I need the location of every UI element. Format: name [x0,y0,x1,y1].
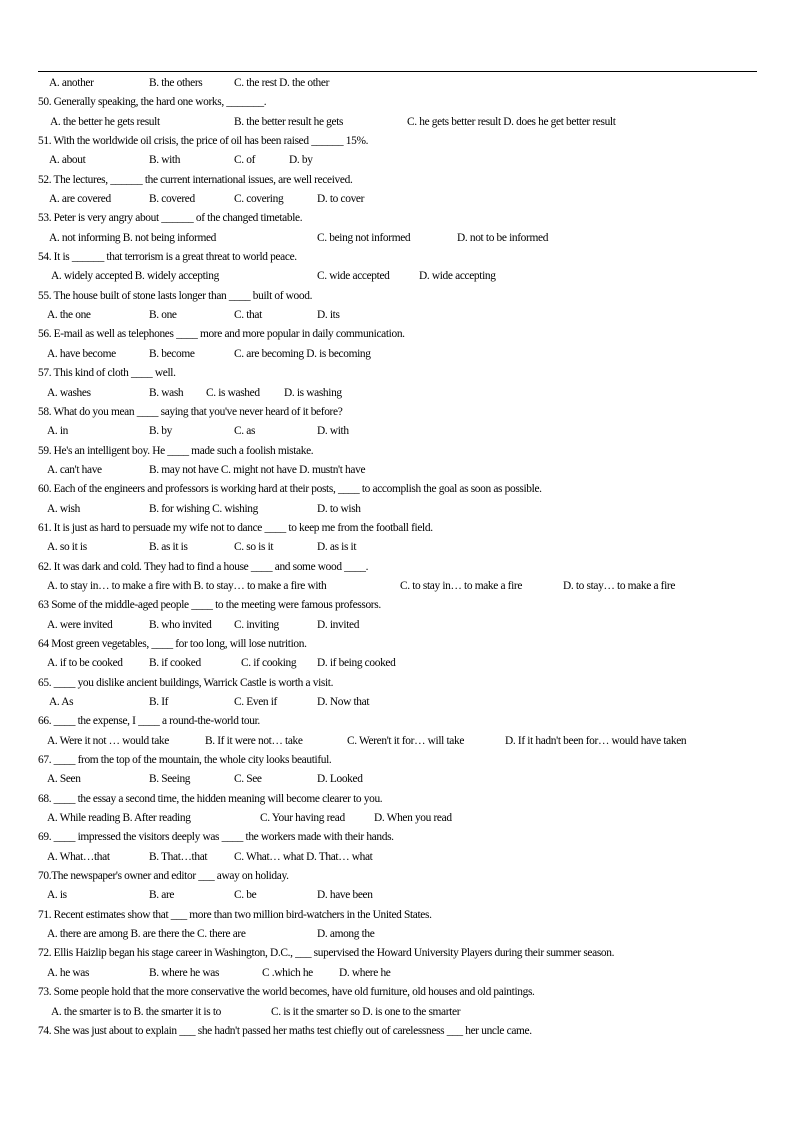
question-text: 51. With the worldwide oil crisis, the price of oil has been raised ______ 15%. [38,135,369,148]
question-text: 67. ____ from the top of the mountain, the whole city looks beautiful. [38,754,332,767]
question-text: 57. This kind of cloth ____ well. [38,367,176,380]
answer-option: A. so it is [47,541,87,554]
options-row [38,732,758,751]
question-text: 58. What do you mean ____ saying that you've never heard of it before? [38,405,343,418]
options-row [38,190,758,209]
options-row [38,577,758,596]
question-text: 73. Some people hold that the more conservative the world becomes, have old furniture, old houses and old paintings. [38,986,535,999]
answer-option: C. covering [234,193,284,206]
answer-option: D. not to be informed [457,231,549,244]
header-rule [38,71,757,72]
answer-option: A. he was [47,966,90,979]
answer-option: D. if being cooked [317,657,396,670]
question-text: 53. Peter is very angry about ______ of the changed timetable. [38,212,303,225]
answer-option: D. Looked [317,773,363,786]
answer-option: C. being not informed [317,231,411,244]
answer-option: C. inviting [234,618,279,631]
answer-option: B. Seeing [149,773,191,786]
options-row [38,770,758,789]
options-row [38,616,758,635]
answer-option: D. by [289,154,313,167]
options-row [38,74,758,93]
answer-option: C. that [234,309,262,322]
options-row [38,345,758,364]
answer-option: B. are [149,889,175,902]
options-row [38,151,758,170]
question-text: 63 Some of the middle-aged people ____ to the meeting were famous professors. [38,599,381,612]
answer-option: A. While reading B. After reading [47,812,191,825]
question-text: 60. Each of the engineers and professors is working hard at their posts, ____ to accomplish the goal as soon as possible. [38,483,542,496]
answer-option: B. That…that [149,850,208,863]
answer-option: C. the rest D. the other [234,77,330,89]
answer-option: B. one [149,309,177,322]
question-text: 56. E-mail as well as telephones ____ more and more popular in daily communication. [38,328,405,341]
question-text: 50. Generally speaking, the hard one works, _______. [38,96,267,109]
answer-option: D. where he [339,966,391,979]
answer-option: C. wide accepted [317,270,390,283]
answer-option: B. If it were not… take [205,734,303,747]
question-text: 54. It is ______ that terrorism is a great threat to world peace. [38,251,297,264]
answer-option: D. among the [317,928,375,941]
answer-option: C. are becoming D. is becoming [234,347,371,360]
answer-option: D. to cover [317,193,365,206]
answer-option: A. about [49,154,86,167]
answer-option: D. have been [317,889,373,902]
answer-option: D. If it hadn't been for… would have taken [505,734,687,747]
answer-option: A. the better he gets result [50,115,160,128]
question-text: 52. The lectures, ______ the current international issues, are well received. [38,173,353,186]
answer-option: B. if cooked [149,657,201,670]
options-row [38,306,758,325]
question-text: 55. The house built of stone lasts longer than ____ built of wood. [38,289,313,302]
answer-option: D. to wish [317,502,361,515]
answer-option: D. Now that [317,696,370,708]
options-row [38,538,758,557]
options-row [38,964,758,983]
question-text: 74. She was just about to explain ___ she hadn't passed her maths test chiefly out of carelessness ___ her uncle came. [38,1024,532,1037]
answer-option: D. invited [317,618,360,631]
answer-option: C. be [234,889,257,902]
answer-option: C. of [234,154,256,167]
options-row [38,1003,758,1022]
answer-option: A. As [49,696,74,708]
question-text: 71. Recent estimates show that ___ more than two million bird-watchers in the United States. [38,908,432,921]
answer-option: C. What… what D. That… what [234,850,373,863]
answer-option: D. to stay… to make a fire [563,579,676,592]
answer-option: C .which he [262,966,313,979]
answer-option: B. where he was [149,966,220,979]
answer-option: A. the smarter is to B. the smarter it is to [51,1005,221,1018]
answer-option: A. there are among B. are there the C. there are [47,928,246,941]
answer-option: B. for wishing C. wishing [149,502,258,515]
answer-option: D. its [317,309,340,322]
options-row [38,229,758,248]
answer-option: D. is washing [284,386,342,399]
answer-option: C. Weren't it for… will take [347,734,465,747]
question-text: 72. Ellis Haizlip began his stage career in Washington, D.C., ___ supervised the Howard University Players during their summer season. [38,947,615,960]
answer-option: C. to stay in… to make a fire [400,579,523,592]
answer-option: B. the others [149,77,203,89]
options-row [38,886,758,905]
exam-content [38,74,758,1041]
answer-option: B. the better result he gets [234,115,344,128]
answer-option: A. is [47,889,67,902]
question-text: 65. ____ you dislike ancient buildings, Warrick Castle is worth a visit. [38,676,334,689]
answer-option: B. If [149,696,169,708]
question-text: 70.The newspaper's owner and editor ___ away on holiday. [38,870,289,883]
answer-option: A. washes [47,386,91,399]
question-text: 64 Most green vegetables, ____ for too long, will lose nutrition. [38,637,307,650]
answer-option: A. if to be cooked [47,657,123,670]
answer-option: D. as is it [317,541,357,554]
answer-option: D. When you read [374,812,452,825]
answer-option: B. with [149,154,181,167]
answer-option: B. become [149,347,195,360]
options-row [38,461,758,480]
answer-option: C. is washed [206,386,260,399]
question-text: 59. He's an intelligent boy. He ____ made such a foolish mistake. [38,444,314,457]
answer-option: A. Were it not … would take [47,734,169,747]
answer-option: A. were invited [47,618,113,631]
answer-option: A. Seen [47,773,81,786]
question-text: 62. It was dark and cold. They had to find a house ____ and some wood ____. [38,560,369,573]
answer-option: B. as it is [149,541,188,554]
answer-option: C. if cooking [241,657,297,670]
answer-option: B. who invited [149,618,212,631]
answer-option: A. wish [47,502,80,515]
options-row [38,693,758,712]
question-text: 66. ____ the expense, I ____ a round-the-world tour. [38,715,260,728]
answer-option: A. another [49,77,94,89]
answer-option: B. covered [149,193,195,206]
answer-option: A. What…that [47,850,110,863]
answer-option: C. he gets better result D. does he get better result [407,115,616,128]
options-row [38,654,758,673]
options-row [38,848,758,867]
answer-option: C. Even if [234,696,278,708]
answer-option: C. so is it [234,541,274,554]
answer-option: D. with [317,425,349,438]
options-row [38,925,758,944]
options-row [38,809,758,828]
answer-option: A. not informing B. not being informed [49,231,217,244]
options-row [38,113,758,132]
answer-option: A. have become [47,347,116,360]
question-text: 68. ____ the essay a second time, the hidden meaning will become clearer to you. [38,792,383,805]
answer-option: B. may not have C. might not have D. mustn't have [149,463,366,476]
answer-option: B. by [149,425,172,438]
answer-option: A. the one [47,309,91,322]
question-text: 61. It is just as hard to persuade my wife not to dance ____ to keep me from the football field. [38,521,433,534]
options-row [38,267,758,286]
answer-option: A. are covered [49,193,111,206]
answer-option: B. wash [149,386,184,399]
options-row [38,384,758,403]
answer-option: A. can't have [47,463,102,476]
question-text: 69. ____ impressed the visitors deeply was ____ the workers made with their hands. [38,831,394,844]
options-row [38,422,758,441]
answer-option: A. widely accepted B. widely accepting [51,270,219,283]
answer-option: A. to stay in… to make a fire with B. to stay… to make a fire with [47,579,327,592]
answer-option: C. See [234,773,262,786]
answer-option: C. is it the smarter so D. is one to the smarter [271,1005,461,1018]
answer-option: D. wide accepting [419,270,496,283]
options-row [38,500,758,519]
answer-option: A. in [47,425,69,438]
answer-option: C. Your having read [260,812,345,825]
answer-option: C. as [234,425,256,438]
